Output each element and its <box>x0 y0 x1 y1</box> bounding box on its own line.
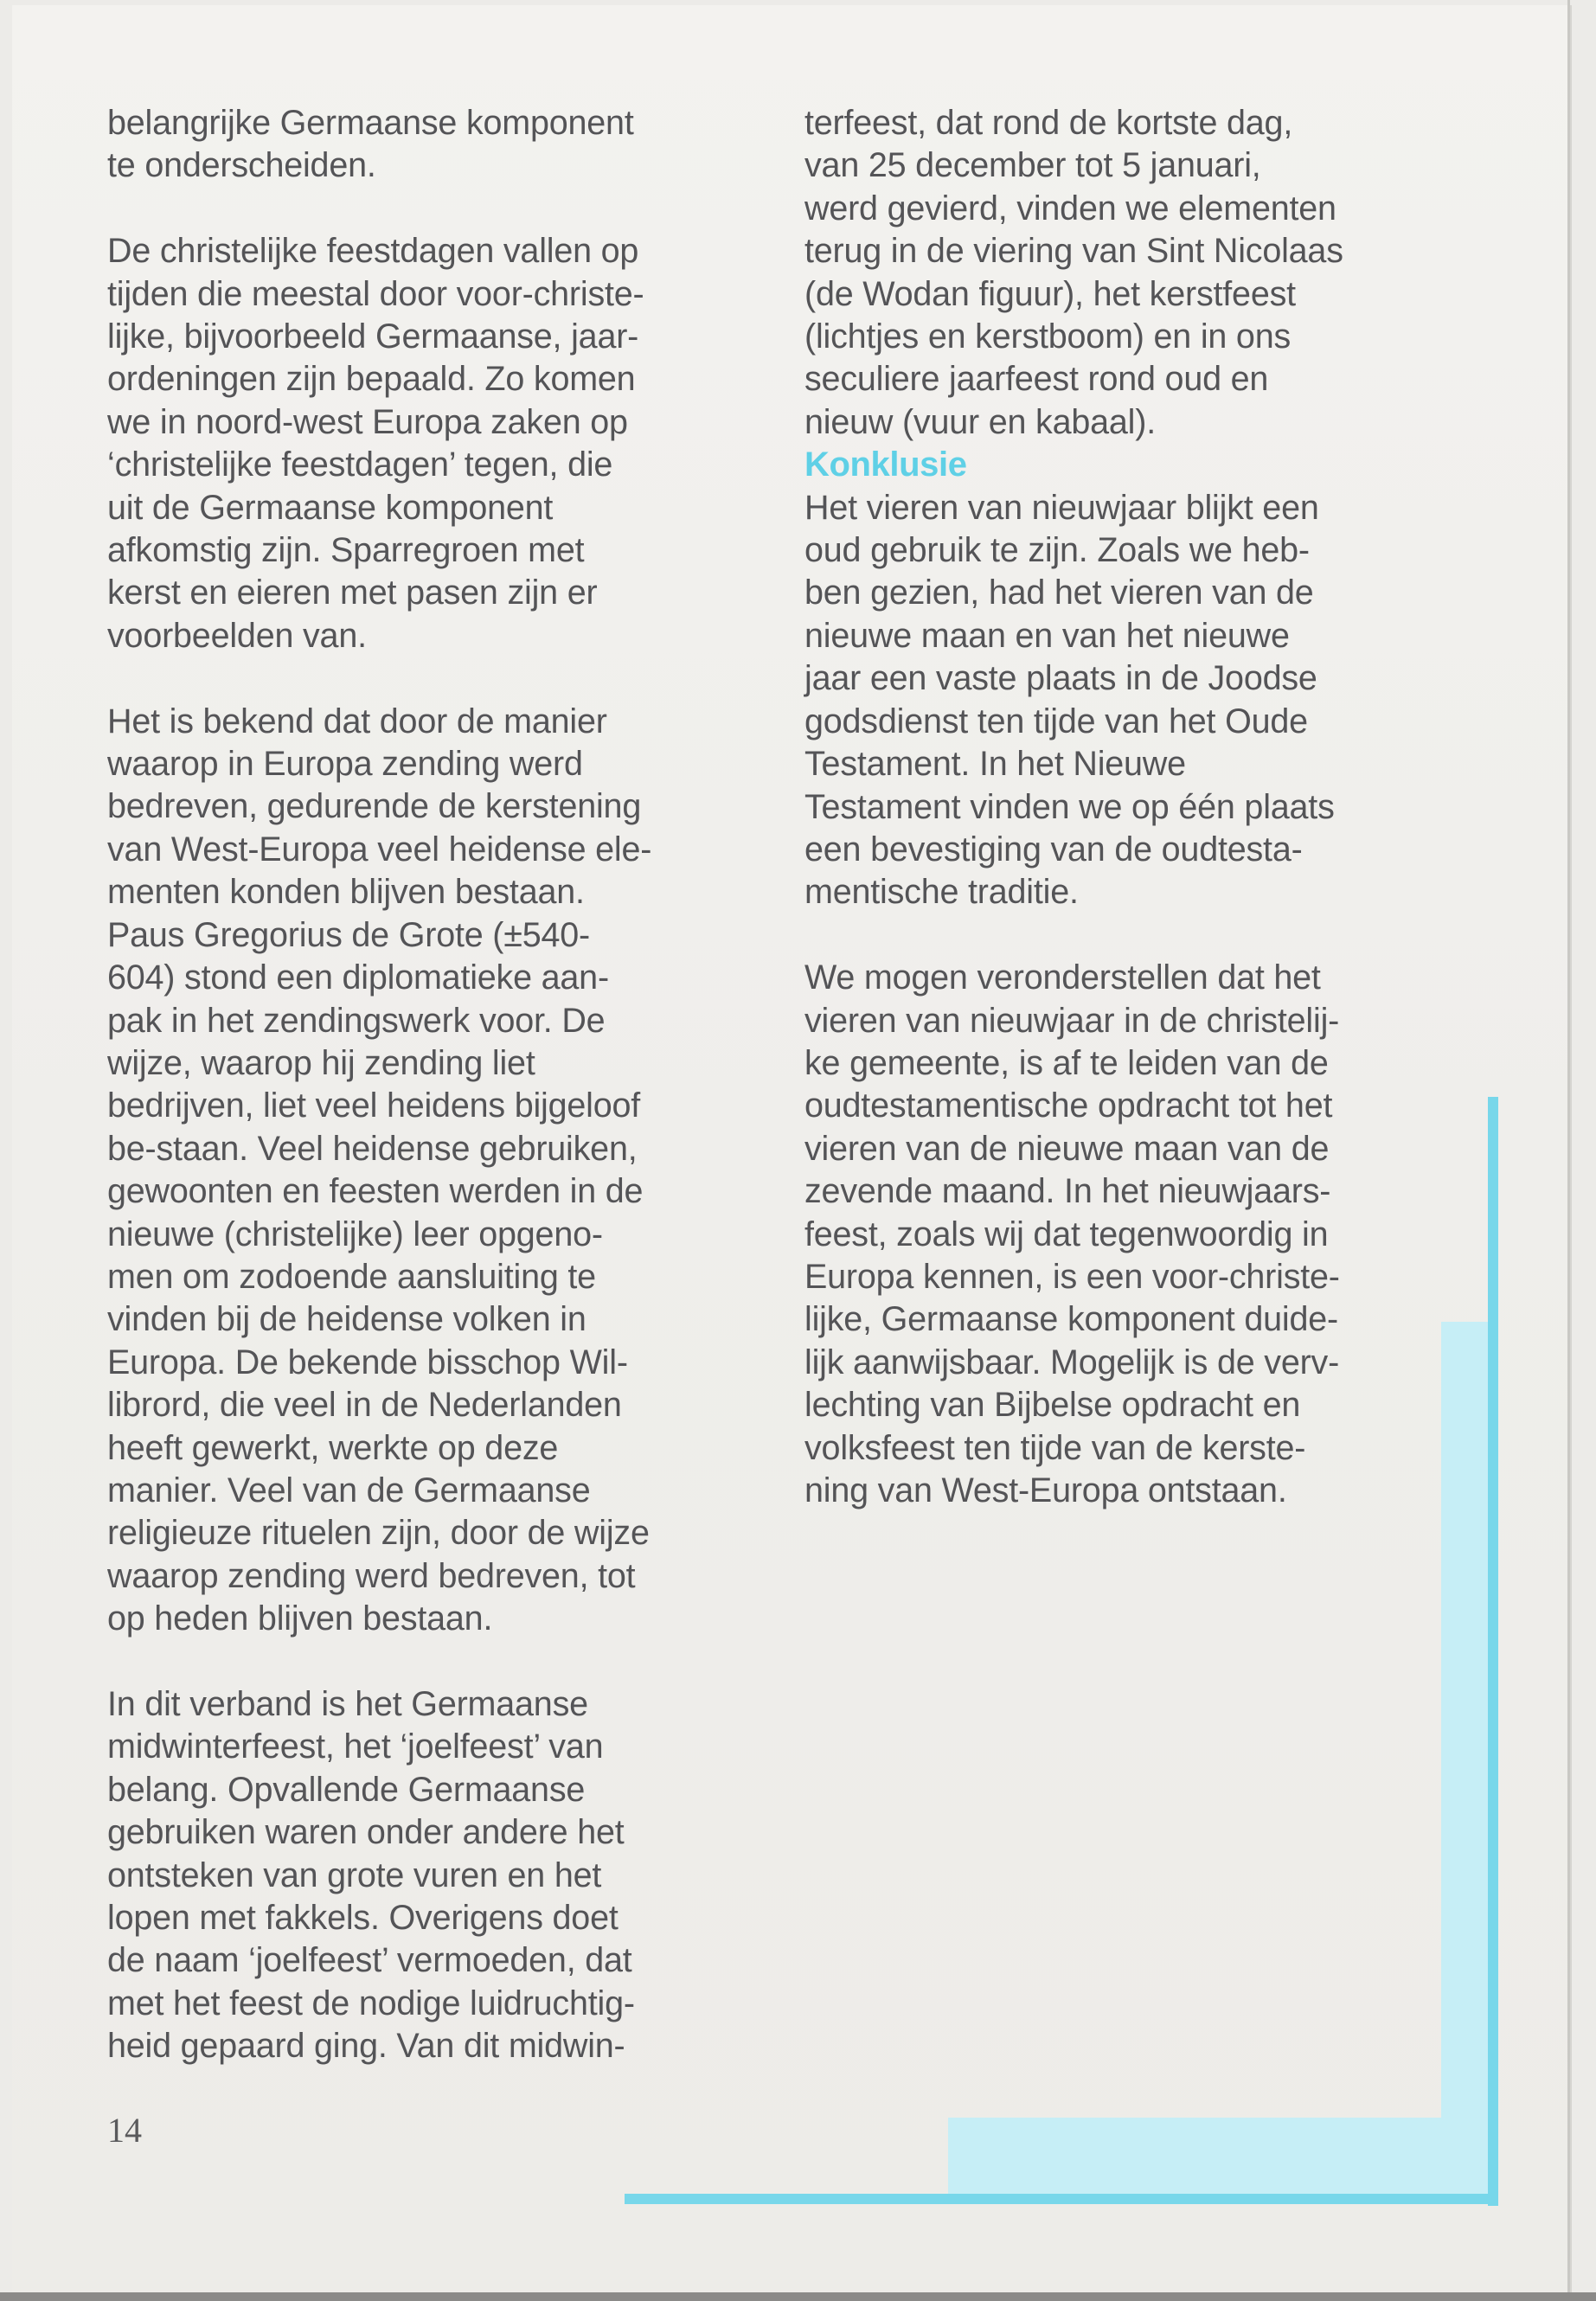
paragraph: De christelijke feestdagen vallen op tijden die meestal door voor-christe- lijke, bijvoorbeeld Germaanse, jaar- ordeningen zijn bepaald. Zo komen we in noord-west Europa zaken op ‘christelijke feestdagen’ tegen, die uit de Germaanse komponent afkomstig zijn. Sparregroen met kerst en eieren met pasen zijn er voorbeelden van. <box>107 232 644 655</box>
paragraph: terfeest, dat rond de kortste dag, van 25 december tot 5 januari, werd gevierd, vinden we elementen terug in de viering van Sint Nicolaas (de Wodan figuur), het kerstfeest (lichtjes en kerstboom) en in ons seculiere jaarfeest rond oud en nieuw (vuur en kabaal). <box>804 104 1343 441</box>
decorative-pale-band <box>1441 1322 1488 2195</box>
paragraph: belangrijke Germaanse komponent te onderscheiden. <box>107 104 634 185</box>
page-bottom-edge <box>0 2292 1596 2301</box>
left-text-column <box>107 102 730 2068</box>
decorative-vertical-line <box>1488 1097 1498 2206</box>
paragraph: We mogen veronderstellen dat het vieren van nieuwjaar in de christelij- ke gemeente, is af te leiden van de oudtestamentische opdracht tot het vieren van de nieuwe maan van de zevende maand. In het nieuwjaars- feest, zoals wij dat tegenwoordig in Europa kennen, is een voor-christe- lijke, Germaanse komponent duide- lijk aanwijsbaar. Mogelijk is de verv- lechting van Bijbelse opdracht en volksfeest ten tijde van de kerste- ning van West-Europa ontstaan. <box>804 958 1340 1509</box>
decorative-horizontal-line <box>625 2194 1498 2204</box>
right-text-column <box>804 102 1427 1512</box>
paragraph: Het is bekend dat door de manier waarop in Europa zending werd bedreven, gedurende de kerstening van West-Europa veel heidense ele- menten konden blijven bestaan. Paus Gregorius de Grote (±540- 604) stond een diplomatieke aan- pak in het zendingswerk voor. De wijze, waarop hij zending liet bedrijven, liet veel heidens bijgeloof be-staan. Veel heidense gebruiken, gewoonten en feesten werden in de nieuwe (christelijke) leer opgeno- men om zodoende aansluiting te vinden bij de heidense volken in Europa. De bekende bisschop Wil- librord, die veel in de Nederlanden heeft gewerkt, werkte op deze manier. Veel van de Germaanse religieuze rituelen zijn, door de wijze waarop zending werd bedreven, tot op heden blijven bestaan. <box>107 702 652 1638</box>
decorative-pale-block <box>948 2118 1488 2195</box>
page-number: 14 <box>107 2111 142 2150</box>
paragraph: In dit verband is het Germaanse midwinterfeest, het ‘joelfeest’ van belang. Opvallende Germaanse gebruiken waren onder andere het ontsteken van grote vuren en het lopen met fakkels. Overigens doet de naam ‘joelfeest’ vermoeden, dat met het feest de nodige luidruchtig- heid gepaard ging. Van dit midwin- <box>107 1684 635 2066</box>
section-heading: Konklusie <box>804 445 967 484</box>
paragraph: Het vieren van nieuwjaar blijkt een oud gebruik te zijn. Zoals we heb- ben gezien, had het vieren van de nieuwe maan en van het nieuwe jaar een vaste plaats in de Joodse godsdienst ten tijde van het Oude Testament. In het Nieuwe Testament vinden we op één plaats een bevestiging van de oudtesta- mentische traditie. <box>804 488 1335 912</box>
page-edge-line <box>1567 0 1570 2301</box>
